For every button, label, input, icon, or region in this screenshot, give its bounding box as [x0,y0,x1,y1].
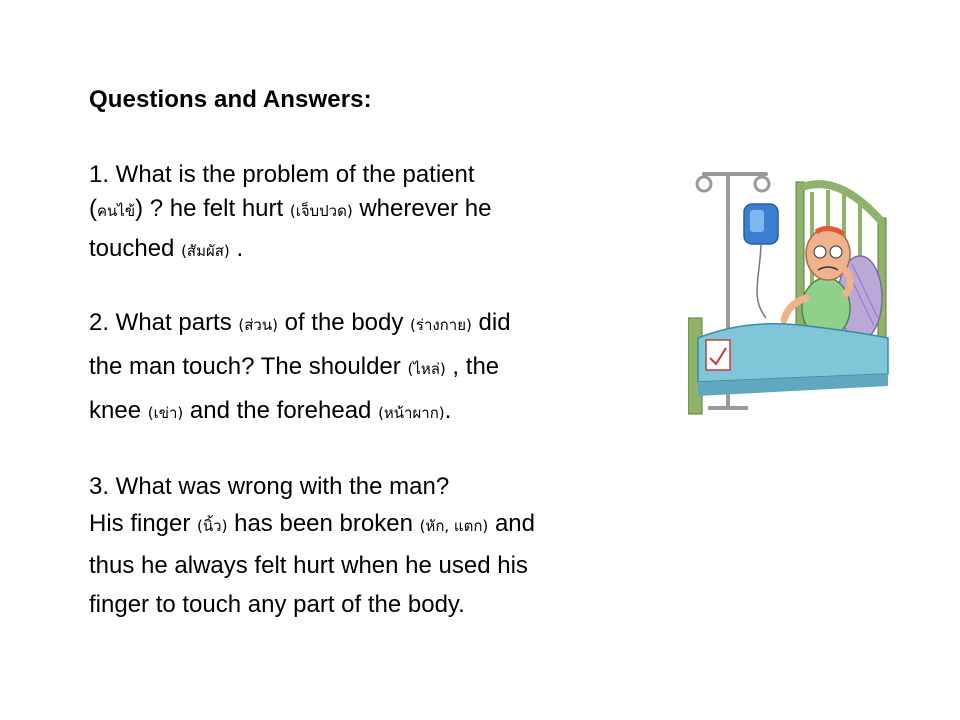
text-segment: did [471,309,511,336]
question-1-line-2 [89,190,649,230]
thai-translation: (นิ้ว) [197,517,228,535]
bed-chart [706,340,730,370]
iv-bag [744,204,778,318]
question-2 [89,302,649,434]
text-segment: and [488,510,535,537]
patient-in-bed-illustration [688,168,898,416]
question-3-line-2 [89,504,649,546]
thai-translation: (เข่า) [147,404,184,422]
text-segment: , the [445,353,500,380]
question-3-line-1: 3. What was wrong with the man? [89,473,450,500]
text-segment: knee [89,397,148,424]
text-segment: and the forehead [183,397,379,424]
text-segment: ) ? he felt hurt [135,195,290,222]
question-3-line-4: finger to touch any part of the body. [89,591,465,618]
question-3 [89,470,649,624]
qa-body [89,160,649,624]
question-2-line-2 [89,346,649,390]
question-3-line-3: thus he always felt hurt when he used his [89,552,528,579]
text-segment: His finger [89,510,198,537]
text-segment: . [229,235,244,262]
slide-title: Questions and Answers: [89,86,372,113]
thai-translation: (หน้าผาก) [378,404,445,422]
text-segment: . [444,397,452,424]
question-1 [89,160,649,270]
thai-translation: คนไข้ [97,202,136,220]
thai-translation: (ไหล่) [407,360,446,378]
text-segment: wherever he [352,195,492,222]
thai-translation: (หัก, แตก) [419,517,489,535]
patient [784,228,850,338]
thai-translation: (ร่างกาย) [410,316,472,334]
question-2-line-1 [89,302,649,346]
text-segment: has been broken [227,510,420,537]
thai-translation: (สัมผัส) [181,242,230,260]
question-2-line-3 [89,390,649,434]
text-segment: of the body [277,309,411,336]
text-segment: touched [89,235,182,262]
thai-translation: (เจ็บปวด) [289,202,353,220]
text-segment: ( [89,195,97,222]
question-1-line-3 [89,230,649,270]
text-segment: the man touch? The shoulder [89,353,408,380]
thai-translation: (ส่วน) [238,316,278,334]
question-1-line-1: 1. What is the problem of the patient [89,161,475,188]
text-segment: 2. What parts [89,309,239,336]
